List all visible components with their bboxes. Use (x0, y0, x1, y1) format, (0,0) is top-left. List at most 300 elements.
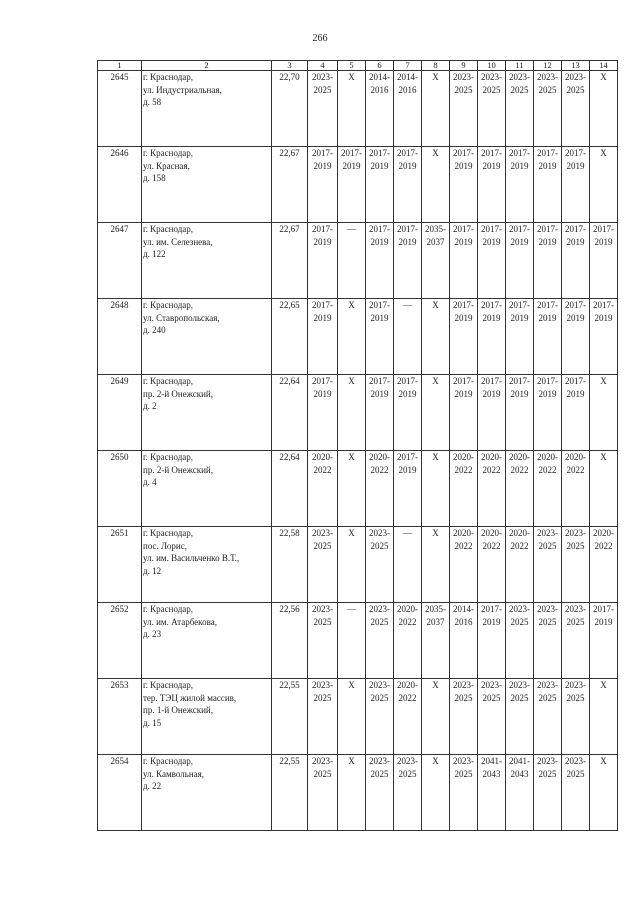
period-value: 2025 (313, 692, 332, 703)
period-value: 2017- (509, 376, 530, 386)
period-cell (506, 451, 534, 527)
row-number: 2654 (98, 755, 142, 831)
period-value: Х (600, 680, 607, 690)
address-line: г. Краснодар, (143, 224, 194, 234)
row-number: 2651 (98, 527, 142, 603)
address-line: д. 12 (143, 565, 162, 576)
period-value: 2019 (398, 236, 417, 247)
period-value: 2025 (538, 768, 557, 779)
period-cell (450, 147, 478, 223)
period-cell (422, 71, 450, 147)
period-cell (308, 223, 338, 299)
table-row (98, 603, 618, 679)
period-value: 2025 (566, 692, 585, 703)
column-header: 4 (308, 61, 338, 71)
period-value: Х (348, 72, 355, 82)
period-cell (308, 527, 338, 603)
period-value: 2017- (537, 224, 558, 234)
period-cell (422, 223, 450, 299)
period-cell (590, 451, 618, 527)
period-value: 2019 (482, 388, 501, 399)
period-value: 2017- (369, 300, 390, 310)
period-value: 2022 (454, 464, 473, 475)
period-value: 2017- (565, 300, 586, 310)
period-cell (308, 147, 338, 223)
period-value: 2043 (510, 768, 529, 779)
table-row (98, 71, 618, 147)
period-cell (450, 223, 478, 299)
period-cell (590, 679, 618, 755)
row-number: 2646 (98, 147, 142, 223)
period-cell (308, 451, 338, 527)
period-value: 2023- (481, 72, 502, 82)
period-value: 2019 (398, 388, 417, 399)
period-value: 2019 (454, 312, 473, 323)
period-value: Х (600, 756, 607, 766)
period-value: 2017- (565, 376, 586, 386)
period-value: 2017- (537, 300, 558, 310)
address-line: г. Краснодар, (143, 756, 194, 766)
period-value: 2025 (482, 692, 501, 703)
period-value: 2019 (566, 236, 585, 247)
period-value: 2019 (566, 312, 585, 323)
period-cell (478, 527, 506, 603)
period-value: 2023- (565, 72, 586, 82)
address-cell (142, 147, 272, 223)
period-value: 2025 (370, 692, 389, 703)
address-line: д. 23 (143, 629, 162, 639)
period-value: 2019 (342, 160, 361, 171)
period-value: 2020- (453, 452, 474, 462)
period-value: 2019 (538, 236, 557, 247)
period-value: 2022 (538, 464, 557, 475)
period-value: 2020- (397, 604, 418, 614)
period-value: 2019 (594, 236, 613, 247)
period-cell (534, 299, 562, 375)
area-cell: 22,64 (272, 451, 308, 527)
address-line: г. Краснодар, (143, 148, 194, 158)
address-line: д. 15 (143, 717, 162, 728)
period-cell (308, 755, 338, 831)
table-row (98, 375, 618, 451)
column-header: 1 (98, 61, 142, 71)
address-line: г. Краснодар, (143, 452, 194, 462)
table-row (98, 451, 618, 527)
row-number: 2652 (98, 603, 142, 679)
period-value: 2025 (454, 692, 473, 703)
period-cell (534, 223, 562, 299)
period-value: 2025 (313, 616, 332, 627)
period-cell (450, 71, 478, 147)
period-value: Х (432, 300, 439, 310)
period-value: 2023- (565, 528, 586, 538)
period-cell (450, 679, 478, 755)
address-line: г. Краснодар, (143, 528, 194, 538)
period-value: 2019 (313, 236, 332, 247)
period-cell (562, 147, 590, 223)
period-value: Х (432, 72, 439, 82)
period-cell (394, 147, 422, 223)
page-number: 266 (312, 33, 328, 44)
period-value: 2041- (481, 756, 502, 766)
period-value: 2023- (312, 528, 333, 538)
period-cell (450, 451, 478, 527)
period-value: 2022 (510, 540, 529, 551)
area-cell: 22,65 (272, 299, 308, 375)
period-value: 2023- (537, 680, 558, 690)
period-value: 2023- (312, 72, 333, 82)
period-cell (590, 755, 618, 831)
period-value: 2022 (313, 464, 332, 475)
period-value: 2023- (369, 604, 390, 614)
row-number: 2645 (98, 71, 142, 147)
address-line: д. 158 (143, 173, 166, 183)
period-value: 2017- (312, 224, 333, 234)
period-value: Х (600, 376, 607, 386)
period-cell (478, 755, 506, 831)
period-cell (338, 451, 366, 527)
address-line: д. 22 (143, 781, 162, 791)
period-cell (366, 299, 394, 375)
period-cell (478, 603, 506, 679)
period-cell (478, 375, 506, 451)
period-cell (366, 603, 394, 679)
period-value: 2019 (538, 388, 557, 399)
period-value: 2020- (397, 680, 418, 690)
period-value: 2016 (398, 84, 417, 95)
period-cell (450, 299, 478, 375)
period-cell (422, 527, 450, 603)
table-row (98, 755, 618, 831)
address-cell (142, 527, 272, 603)
column-header: 8 (422, 61, 450, 71)
period-value: 2025 (510, 692, 529, 703)
period-value: 2019 (482, 312, 501, 323)
period-value: 2023- (537, 756, 558, 766)
address-line: д. 4 (143, 477, 157, 487)
period-value: 2041- (509, 756, 530, 766)
address-line: г. Краснодар, (143, 376, 194, 386)
period-value: 2019 (454, 236, 473, 247)
period-cell (338, 71, 366, 147)
period-value: 2019 (510, 388, 529, 399)
period-cell (562, 755, 590, 831)
period-value: Х (348, 756, 355, 766)
period-value: — (347, 604, 356, 614)
period-cell (366, 375, 394, 451)
period-value: 2023- (481, 680, 502, 690)
period-value: 2022 (454, 540, 473, 551)
period-value: 2017- (593, 604, 614, 614)
row-number: 2647 (98, 223, 142, 299)
period-value: 2019 (566, 160, 585, 171)
period-value: 2022 (398, 692, 417, 703)
period-cell (394, 223, 422, 299)
period-value: 2023- (537, 72, 558, 82)
period-cell (394, 299, 422, 375)
period-cell (562, 527, 590, 603)
row-number: 2653 (98, 679, 142, 755)
period-value: 2017- (397, 452, 418, 462)
period-cell (422, 299, 450, 375)
period-value: 2019 (313, 312, 332, 323)
period-cell (534, 451, 562, 527)
period-cell (534, 147, 562, 223)
period-value: 2025 (370, 540, 389, 551)
period-value: 2023- (453, 680, 474, 690)
period-value: 2025 (538, 692, 557, 703)
period-value: 2023- (369, 680, 390, 690)
period-cell (338, 223, 366, 299)
period-value: 2020- (537, 452, 558, 462)
period-value: 2020- (593, 528, 614, 538)
period-value: Х (348, 452, 355, 462)
period-value: Х (432, 452, 439, 462)
period-cell (534, 603, 562, 679)
period-cell (562, 679, 590, 755)
period-value: 2019 (594, 616, 613, 627)
period-value: 2025 (313, 540, 332, 551)
period-value: — (403, 528, 412, 538)
column-header: 13 (562, 61, 590, 71)
period-value: 2017- (537, 148, 558, 158)
period-value: 2017- (312, 300, 333, 310)
period-cell (590, 375, 618, 451)
period-value: 2017- (453, 376, 474, 386)
address-cell (142, 679, 272, 755)
address-cell (142, 755, 272, 831)
period-value: 2025 (313, 84, 332, 95)
period-value: 2017- (312, 148, 333, 158)
period-value: 2017- (509, 224, 530, 234)
period-value: 2025 (566, 84, 585, 95)
period-cell (338, 679, 366, 755)
period-value: 2017- (481, 300, 502, 310)
period-cell (562, 603, 590, 679)
period-cell (450, 527, 478, 603)
period-value: 2020- (481, 528, 502, 538)
period-cell (338, 603, 366, 679)
address-line: ул. им. Васильченко В.Т., (143, 553, 240, 563)
period-value: 2023- (453, 72, 474, 82)
period-cell (366, 147, 394, 223)
period-value: 2037 (426, 616, 445, 627)
table-row (98, 527, 618, 603)
period-value: 2035- (425, 224, 446, 234)
period-cell (534, 679, 562, 755)
period-value: 2025 (538, 616, 557, 627)
area-cell: 22,58 (272, 527, 308, 603)
period-value: 2016 (454, 616, 473, 627)
period-value: 2025 (370, 616, 389, 627)
period-value: 2017- (481, 376, 502, 386)
period-cell (422, 147, 450, 223)
period-value: 2023- (537, 604, 558, 614)
table-row (98, 223, 618, 299)
period-value: 2025 (538, 540, 557, 551)
period-cell (394, 603, 422, 679)
period-value: 2019 (370, 160, 389, 171)
period-cell (562, 299, 590, 375)
period-value: 2019 (538, 312, 557, 323)
address-line: ул. Ставропольская, (143, 312, 220, 323)
period-value: 2017- (481, 604, 502, 614)
period-value: Х (432, 148, 439, 158)
period-value: 2017- (593, 300, 614, 310)
period-value: 2025 (566, 616, 585, 627)
address-line: пос. Лорис, (143, 540, 187, 551)
period-value: 2023- (397, 756, 418, 766)
period-cell (308, 71, 338, 147)
period-cell (590, 527, 618, 603)
row-number: 2650 (98, 451, 142, 527)
period-cell (506, 71, 534, 147)
period-value: 2025 (482, 84, 501, 95)
period-value: 2017- (565, 224, 586, 234)
address-line: пр. 2-й Онежский, (143, 388, 213, 399)
period-value: 2017- (481, 148, 502, 158)
address-cell (142, 223, 272, 299)
period-value: 2019 (313, 160, 332, 171)
period-value: 2022 (482, 464, 501, 475)
period-cell (506, 299, 534, 375)
period-cell (338, 147, 366, 223)
column-header: 6 (366, 61, 394, 71)
area-cell: 22,64 (272, 375, 308, 451)
period-value: 2020- (312, 452, 333, 462)
period-value: Х (600, 148, 607, 158)
area-cell: 22,67 (272, 223, 308, 299)
period-value: 2037 (426, 236, 445, 247)
address-line: г. Краснодар, (143, 300, 194, 310)
period-value: 2023- (537, 528, 558, 538)
row-number: 2648 (98, 299, 142, 375)
period-value: 2017- (565, 148, 586, 158)
column-header: 10 (478, 61, 506, 71)
period-value: 2014- (453, 604, 474, 614)
period-cell (590, 299, 618, 375)
period-value: 2025 (313, 768, 332, 779)
period-value: 2023- (312, 680, 333, 690)
period-value: 2023- (509, 72, 530, 82)
period-value: Х (348, 528, 355, 538)
period-cell (478, 71, 506, 147)
period-value: Х (432, 528, 439, 538)
period-value: 2017- (453, 300, 474, 310)
address-line: пр. 2-й Онежский, (143, 464, 213, 475)
period-cell (590, 603, 618, 679)
period-cell (338, 375, 366, 451)
period-value: 2023- (565, 604, 586, 614)
period-cell (506, 147, 534, 223)
period-value: 2023- (369, 756, 390, 766)
period-value: — (347, 224, 356, 234)
period-value: 2020- (509, 452, 530, 462)
period-value: Х (348, 680, 355, 690)
period-cell (534, 71, 562, 147)
period-cell (506, 375, 534, 451)
address-line: ул. Индустриальная, (143, 84, 222, 95)
address-line: г. Краснодар, (143, 72, 194, 82)
period-value: 2020- (509, 528, 530, 538)
period-value: 2019 (482, 160, 501, 171)
address-line: г. Краснодар, (143, 680, 194, 690)
period-value: 2035- (425, 604, 446, 614)
period-value: — (403, 300, 412, 310)
housing-repair-table (97, 60, 618, 831)
address-cell (142, 71, 272, 147)
period-cell (338, 755, 366, 831)
period-cell (506, 679, 534, 755)
table-row (98, 147, 618, 223)
address-cell (142, 603, 272, 679)
column-header: 14 (590, 61, 618, 71)
period-cell (562, 451, 590, 527)
period-cell (338, 527, 366, 603)
period-cell (394, 71, 422, 147)
period-value: 2016 (370, 84, 389, 95)
address-line: тер. ТЭЦ жилой массив, (143, 692, 237, 703)
period-value: 2019 (370, 312, 389, 323)
period-cell (590, 71, 618, 147)
period-cell (506, 223, 534, 299)
period-value: 2025 (566, 768, 585, 779)
period-value: 2017- (453, 148, 474, 158)
address-line: ул. Красная, (143, 160, 190, 171)
period-cell (562, 375, 590, 451)
table-row (98, 299, 618, 375)
period-value: 2023- (312, 604, 333, 614)
period-value: 2019 (482, 616, 501, 627)
address-line: пр. 1-й Онежский, (143, 705, 213, 715)
period-value: 2025 (510, 616, 529, 627)
period-value: 2019 (510, 236, 529, 247)
period-value: 2022 (594, 540, 613, 551)
period-value: 2017- (509, 148, 530, 158)
period-cell (422, 451, 450, 527)
table-body (98, 71, 618, 831)
period-cell (478, 451, 506, 527)
period-cell (308, 375, 338, 451)
period-value: 2022 (370, 464, 389, 475)
address-line: д. 240 (143, 325, 166, 335)
period-cell (338, 299, 366, 375)
period-value: 2017- (593, 224, 614, 234)
period-cell (394, 755, 422, 831)
period-value: 2017- (341, 148, 362, 158)
period-cell (478, 223, 506, 299)
period-cell (590, 147, 618, 223)
period-value: 2019 (594, 312, 613, 323)
period-cell (422, 375, 450, 451)
period-cell (394, 451, 422, 527)
address-line: д. 2 (143, 401, 157, 411)
area-cell: 22,56 (272, 603, 308, 679)
column-header: 11 (506, 61, 534, 71)
period-value: 2014- (397, 72, 418, 82)
period-value: 2020- (453, 528, 474, 538)
period-value: 2022 (398, 616, 417, 627)
period-cell (450, 755, 478, 831)
period-value: 2017- (509, 300, 530, 310)
period-value: 2017- (481, 224, 502, 234)
address-line: ул. им. Атарбекова, (143, 616, 217, 627)
period-cell (534, 527, 562, 603)
period-value: 2023- (453, 756, 474, 766)
period-value: 2025 (538, 84, 557, 95)
period-cell (366, 71, 394, 147)
address-line: г. Краснодар, (143, 604, 194, 614)
